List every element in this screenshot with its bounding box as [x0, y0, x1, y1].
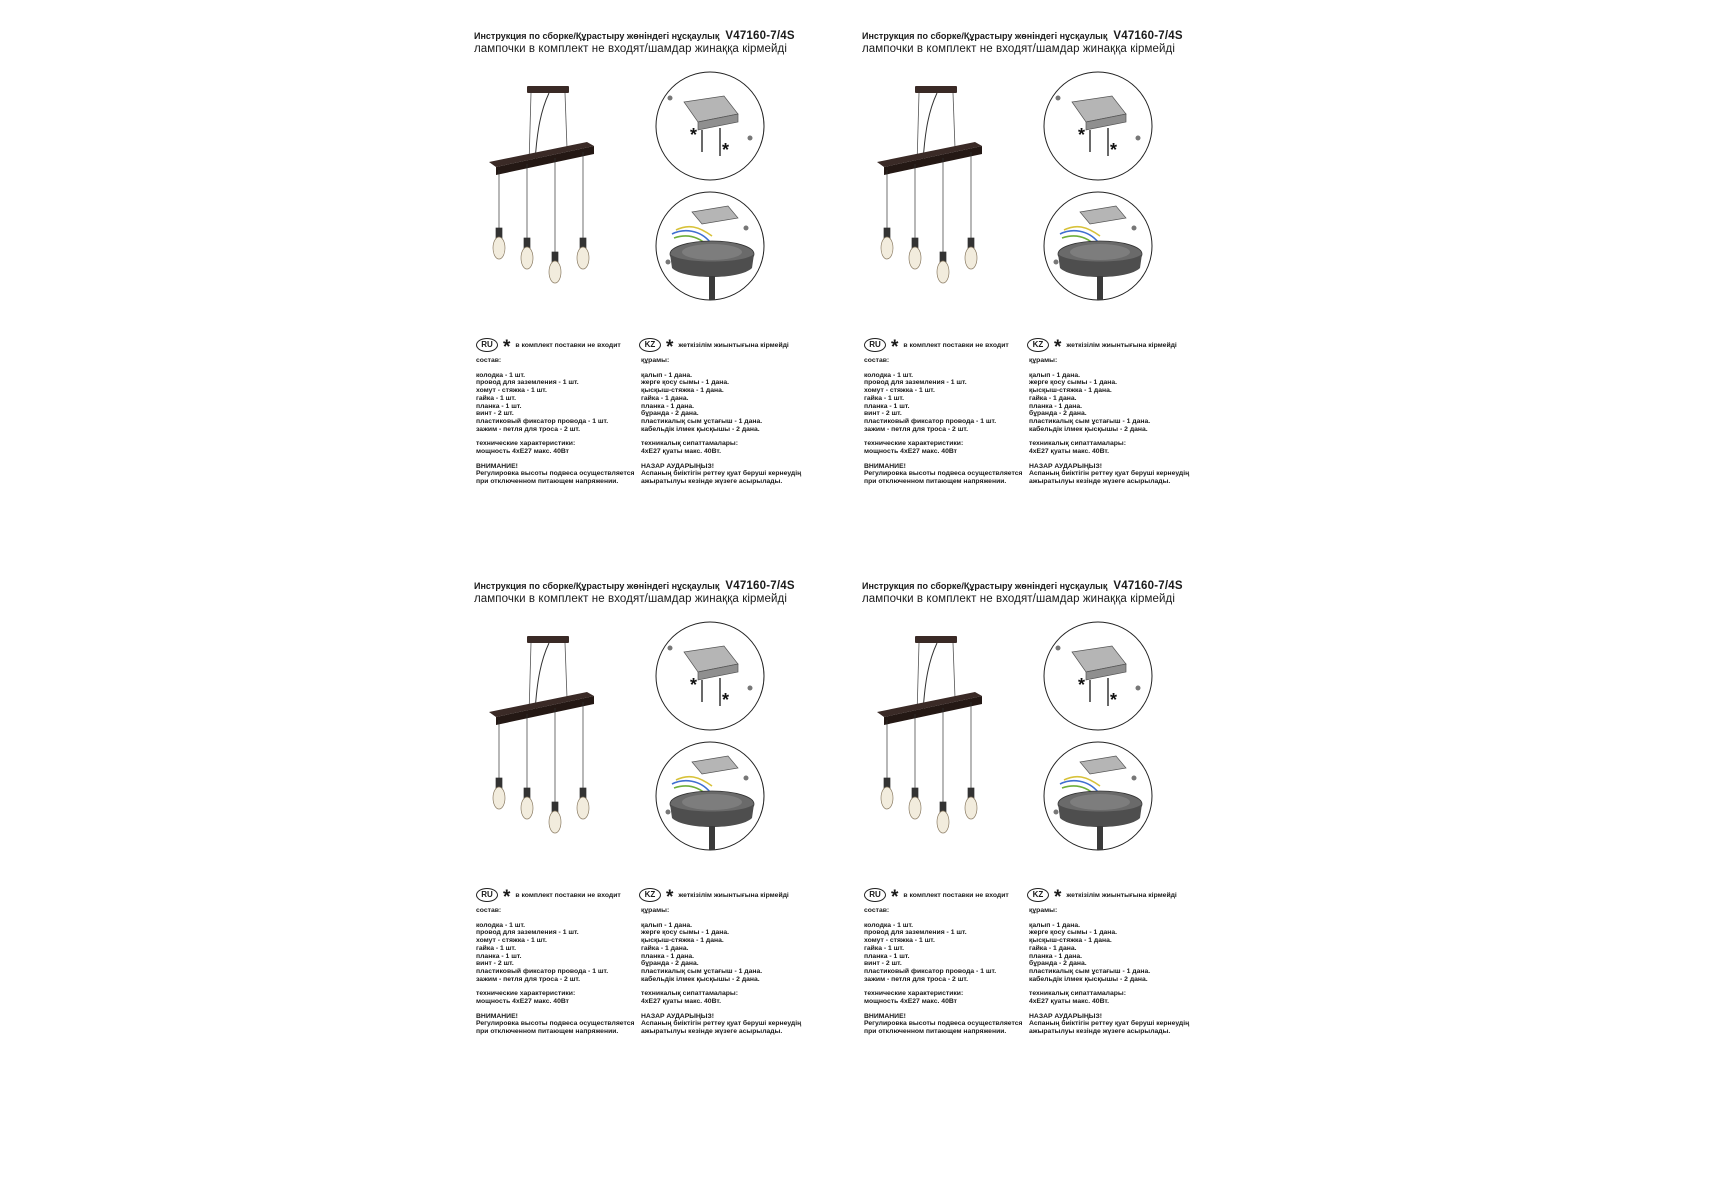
parts-list-item: хомут - стяжка - 1 шт. — [864, 387, 935, 395]
parts-list-item: зажим - петля для троса - 2 шт. — [864, 425, 969, 433]
ru-badge: RU — [476, 888, 498, 902]
ru-column — [476, 907, 661, 1036]
ru-heading: состав: — [864, 907, 890, 914]
asterisk-right: * — [722, 690, 730, 710]
parts-list-item: бұранда - 2 дана. — [1029, 410, 1087, 418]
parts-list-item: кабельдік ілмек қысқышы - 2 дана. — [641, 975, 760, 983]
parts-list-item: жерге қосу сымы - 1 дана. — [1029, 929, 1118, 937]
mounting-bracket-detail — [1042, 620, 1154, 732]
card-subtitle: лампочки в комплект не входят/шамдар жинаққа кірмейді — [474, 593, 787, 605]
ru-legend — [864, 887, 1009, 908]
ru-parts-list — [864, 922, 1049, 984]
pendant-2 — [909, 714, 921, 819]
ceiling-canopy — [915, 86, 957, 93]
asterisk-symbol: * — [891, 887, 899, 908]
chandelier-illustration — [469, 620, 599, 860]
parts-list-item: кабельдік ілмек қысқышы - 2 дана. — [641, 425, 760, 433]
ru-warning-text — [476, 470, 661, 485]
cord-stem — [1097, 276, 1103, 300]
ru-warning-heading: ВНИМАНИЕ! — [864, 1012, 906, 1020]
card-title — [862, 30, 1183, 42]
parts-list-item: провод для заземления - 1 шт. — [864, 929, 967, 937]
kz-warning-heading: НАЗАР АУДАРЫҢЫЗ! — [641, 462, 714, 470]
parts-list-item: винт - 2 шт. — [864, 410, 902, 418]
parts-list-item: қысқыш-стяжка - 1 дана. — [641, 387, 724, 395]
parts-list-item: провод для заземления - 1 шт. — [864, 379, 967, 387]
parts-list-item: винт - 2 шт. — [476, 410, 514, 418]
warning-line: Регулировка высоты подвеса осуществляется — [476, 470, 635, 478]
kz-legend — [1027, 337, 1177, 358]
ru-legend — [476, 337, 621, 358]
chandelier-illustration — [857, 620, 987, 860]
card-title — [474, 30, 795, 42]
kz-badge: KZ — [1027, 888, 1049, 902]
kz-warning-text — [1029, 470, 1214, 485]
asterisk-symbol: * — [503, 887, 511, 908]
ru-parts-list — [476, 922, 661, 984]
parts-list-item: жерге қосу сымы - 1 дана. — [641, 379, 730, 387]
kz-column — [1029, 357, 1214, 486]
ru-column — [864, 907, 1049, 1036]
parts-list-item: планка - 1 дана. — [1029, 952, 1083, 960]
kz-legend — [639, 337, 789, 358]
kz-heading: құрамы: — [641, 357, 670, 364]
ru-column — [476, 357, 661, 486]
ceiling-canopy — [527, 86, 569, 93]
ru-warning-heading: ВНИМАНИЕ! — [476, 462, 518, 470]
kz-tech-value: 4хЕ27 қуаты макс. 40Вт. — [1029, 998, 1110, 1006]
parts-list-item: кабельдік ілмек қысқышы - 2 дана. — [1029, 975, 1148, 983]
parts-list-item: пластикалық сым ұстағыш - 1 дана. — [641, 967, 763, 975]
asterisk-symbol: * — [1054, 887, 1062, 908]
cord-stem — [709, 826, 715, 850]
cord-stem — [1097, 826, 1103, 850]
ru-warning-text — [476, 1020, 661, 1035]
asterisk-symbol: * — [503, 337, 511, 358]
asterisk-symbol: * — [891, 337, 899, 358]
warning-line: Регулировка высоты подвеса осуществляется — [476, 1020, 635, 1028]
mounting-bracket-detail — [1042, 70, 1154, 182]
parts-list-item: бұранда - 2 дана. — [1029, 960, 1087, 968]
parts-list-item: колодка - 1 шт. — [476, 371, 526, 379]
parts-list-item: қалып - 1 дана. — [641, 921, 692, 929]
suspension-cable-right — [565, 93, 567, 148]
instruction-card — [817, 550, 1227, 1140]
title-text: Инструкция по сборке/Құрастыру жөніндегі нұсқаулық — [474, 581, 720, 591]
parts-list-item: жерге қосу сымы - 1 дана. — [641, 929, 730, 937]
cord-stem — [709, 276, 715, 300]
title-text: Инструкция по сборке/Құрастыру жөніндегі нұсқаулық — [862, 31, 1108, 41]
kz-note: жеткізілім жиынтығына кірмейді — [1066, 891, 1177, 899]
kz-tech-value: 4хЕ27 қуаты макс. 40Вт. — [641, 998, 722, 1006]
kz-warning-heading: НАЗАР АУДАРЫҢЫЗ! — [1029, 1012, 1102, 1020]
ru-tech-heading: технические характеристики: — [476, 440, 576, 448]
ceiling-canopy — [915, 636, 957, 643]
parts-list-item: гайка - 1 дана. — [1029, 944, 1077, 952]
parts-list-item: провод для заземления - 1 шт. — [476, 379, 579, 387]
pendant-1 — [881, 170, 893, 259]
ru-tech-heading: технические характеристики: — [864, 440, 964, 448]
kz-tech-heading: техникалық сипаттамалары: — [1029, 990, 1126, 998]
ru-parts-list — [476, 372, 661, 434]
parts-list-item: гайка - 1 шт. — [864, 944, 904, 952]
parts-list-item: провод для заземления - 1 шт. — [476, 929, 579, 937]
ru-note: в комплект поставки не входит — [515, 341, 621, 349]
ru-note: в комплект поставки не входит — [903, 341, 1009, 349]
wiring-canopy-detail — [654, 190, 766, 302]
pendant-3 — [937, 158, 949, 283]
ru-tech-heading: технические характеристики: — [864, 990, 964, 998]
warning-line: Аспаның биіктігін реттеу қуат беруші кернеудің — [1029, 470, 1190, 478]
card-subtitle: лампочки в комплект не входят/шамдар жинаққа кірмейді — [862, 593, 1175, 605]
suspension-cable-right — [953, 643, 955, 698]
parts-list-item: хомут - стяжка - 1 шт. — [864, 937, 935, 945]
warning-line: Аспаның биіктігін реттеу қуат беруші кернеудің — [1029, 1020, 1190, 1028]
warning-line: Регулировка высоты подвеса осуществляется — [864, 1020, 1023, 1028]
asterisk-left: * — [1078, 125, 1086, 145]
warning-line: Регулировка высоты подвеса осуществляется — [864, 470, 1023, 478]
kz-note: жеткізілім жиынтығына кірмейді — [678, 891, 789, 899]
kz-tech-value: 4хЕ27 қуаты макс. 40Вт. — [641, 448, 722, 456]
kz-parts-list — [641, 922, 826, 984]
warning-line: ажыратылуы кезінде жүзеге асырылады. — [641, 1028, 783, 1036]
kz-badge: KZ — [639, 888, 661, 902]
ru-legend — [476, 887, 621, 908]
kz-warning-heading: НАЗАР АУДАРЫҢЫЗ! — [641, 1012, 714, 1020]
parts-list-item: планка - 1 шт. — [476, 952, 522, 960]
kz-column — [1029, 907, 1214, 1036]
asterisk-left: * — [690, 125, 698, 145]
asterisk-symbol: * — [1054, 337, 1062, 358]
parts-list-item: қысқыш-стяжка - 1 дана. — [641, 937, 724, 945]
ru-badge: RU — [476, 338, 498, 352]
parts-list-item: пластиковый фиксатор провода - 1 шт. — [476, 967, 609, 975]
title-text: Инструкция по сборке/Құрастыру жөніндегі нұсқаулық — [862, 581, 1108, 591]
parts-list-item: колодка - 1 шт. — [864, 371, 914, 379]
kz-column — [641, 907, 826, 1036]
parts-list-item: планка - 1 дана. — [1029, 402, 1083, 410]
card-subtitle: лампочки в комплект не входят/шамдар жинаққа кірмейді — [474, 43, 787, 55]
ru-tech-value: мощность 4хЕ27 макс. 40Вт — [864, 448, 958, 456]
warning-line: Аспаның биіктігін реттеу қуат беруші кернеудің — [641, 1020, 802, 1028]
parts-list-item: қалып - 1 дана. — [1029, 921, 1080, 929]
asterisk-right: * — [722, 140, 730, 160]
parts-list-item: гайка - 1 дана. — [1029, 394, 1077, 402]
parts-list-item: пластикалық сым ұстағыш - 1 дана. — [1029, 417, 1151, 425]
kz-badge: KZ — [639, 338, 661, 352]
pendant-4 — [965, 702, 977, 819]
pendant-4 — [965, 152, 977, 269]
pendant-1 — [493, 720, 505, 809]
parts-list-item: пластиковый фиксатор провода - 1 шт. — [476, 417, 609, 425]
asterisk-right: * — [1110, 140, 1118, 160]
warning-line: ажыратылуы кезінде жүзеге асырылады. — [641, 478, 783, 486]
pendant-4 — [577, 702, 589, 819]
parts-list-item: гайка - 1 шт. — [476, 944, 516, 952]
suspension-cable-right — [565, 643, 567, 698]
ru-warning-text — [864, 1020, 1049, 1035]
chandelier-illustration — [857, 70, 987, 310]
ru-legend — [864, 337, 1009, 358]
ru-column — [864, 357, 1049, 486]
parts-list-item: пластиковый фиксатор провода - 1 шт. — [864, 967, 997, 975]
ru-heading: состав: — [864, 357, 890, 364]
parts-list-item: гайка - 1 дана. — [641, 944, 689, 952]
parts-list-item: гайка - 1 дана. — [641, 394, 689, 402]
parts-list-item: планка - 1 дана. — [641, 952, 695, 960]
kz-badge: KZ — [1027, 338, 1049, 352]
title-text: Инструкция по сборке/Құрастыру жөніндегі нұсқаулық — [474, 31, 720, 41]
warning-line: Аспаның биіктігін реттеу қуат беруші кернеудің — [641, 470, 802, 478]
warning-line: ажыратылуы кезінде жүзеге асырылады. — [1029, 1028, 1171, 1036]
wiring-canopy-detail — [654, 740, 766, 852]
kz-note: жеткізілім жиынтығына кірмейді — [678, 341, 789, 349]
parts-list-item: гайка - 1 шт. — [476, 394, 516, 402]
kz-tech-heading: техникалық сипаттамалары: — [641, 990, 738, 998]
kz-warning-heading: НАЗАР АУДАРЫҢЫЗ! — [1029, 462, 1102, 470]
kz-warning-text — [1029, 1020, 1214, 1035]
kz-heading: құрамы: — [1029, 907, 1058, 914]
parts-list-item: колодка - 1 шт. — [476, 921, 526, 929]
chandelier-illustration — [469, 70, 599, 310]
parts-list-item: планка - 1 шт. — [476, 402, 522, 410]
pendant-1 — [881, 720, 893, 809]
parts-list-item: хомут - стяжка - 1 шт. — [476, 387, 547, 395]
kz-tech-value: 4хЕ27 қуаты макс. 40Вт. — [1029, 448, 1110, 456]
ru-heading: состав: — [476, 357, 502, 364]
ru-tech-value: мощность 4хЕ27 макс. 40Вт — [476, 448, 570, 456]
parts-list-item: хомут - стяжка - 1 шт. — [476, 937, 547, 945]
ru-tech-value: мощность 4хЕ27 макс. 40Вт — [476, 998, 570, 1006]
asterisk-symbol: * — [666, 337, 674, 358]
parts-list-item: бұранда - 2 дана. — [641, 960, 699, 968]
ru-parts-list — [864, 372, 1049, 434]
wiring-canopy-detail — [1042, 190, 1154, 302]
parts-list-item: планка - 1 дана. — [641, 402, 695, 410]
warning-line: ажыратылуы кезінде жүзеге асырылады. — [1029, 478, 1171, 486]
warning-line: при отключенном питающем напряжении. — [864, 478, 1007, 486]
instruction-sheet — [429, 0, 1272, 1200]
kz-warning-text — [641, 1020, 826, 1035]
kz-note: жеткізілім жиынтығына кірмейді — [1066, 341, 1177, 349]
kz-heading: құрамы: — [1029, 357, 1058, 364]
model-code: V47160-7/4S — [1113, 30, 1183, 42]
card-subtitle: лампочки в комплект не входят/шамдар жинаққа кірмейді — [862, 43, 1175, 55]
parts-list-item: кабельдік ілмек қысқышы - 2 дана. — [1029, 425, 1148, 433]
ru-warning-heading: ВНИМАНИЕ! — [476, 1012, 518, 1020]
kz-legend — [1027, 887, 1177, 908]
kz-parts-list — [1029, 372, 1214, 434]
ru-badge: RU — [864, 888, 886, 902]
parts-list-item: планка - 1 шт. — [864, 402, 910, 410]
ru-tech-heading: технические характеристики: — [476, 990, 576, 998]
parts-list-item: зажим - петля для троса - 2 шт. — [864, 975, 969, 983]
asterisk-left: * — [1078, 675, 1086, 695]
ru-badge: RU — [864, 338, 886, 352]
pendant-3 — [937, 708, 949, 833]
ru-note: в комплект поставки не входит — [903, 891, 1009, 899]
ru-warning-text — [864, 470, 1049, 485]
asterisk-right: * — [1110, 690, 1118, 710]
parts-list-item: гайка - 1 шт. — [864, 394, 904, 402]
mounting-bracket-detail — [654, 70, 766, 182]
pendant-3 — [549, 708, 561, 833]
instruction-card — [429, 550, 839, 1140]
model-code: V47160-7/4S — [725, 30, 795, 42]
wiring-canopy-detail — [1042, 740, 1154, 852]
warning-line: при отключенном питающем напряжении. — [476, 478, 619, 486]
model-code: V47160-7/4S — [1113, 580, 1183, 592]
instruction-card — [817, 0, 1227, 590]
pendant-4 — [577, 152, 589, 269]
mounting-bracket-detail — [654, 620, 766, 732]
parts-list-item: винт - 2 шт. — [864, 960, 902, 968]
warning-line: при отключенном питающем напряжении. — [864, 1028, 1007, 1036]
pendant-2 — [521, 164, 533, 269]
ru-warning-heading: ВНИМАНИЕ! — [864, 462, 906, 470]
model-code: V47160-7/4S — [725, 580, 795, 592]
card-title — [862, 580, 1183, 592]
ru-heading: состав: — [476, 907, 502, 914]
parts-list-item: қысқыш-стяжка - 1 дана. — [1029, 387, 1112, 395]
pendant-3 — [549, 158, 561, 283]
parts-list-item: пластикалық сым ұстағыш - 1 дана. — [1029, 967, 1151, 975]
parts-list-item: қалып - 1 дана. — [1029, 371, 1080, 379]
parts-list-item: бұранда - 2 дана. — [641, 410, 699, 418]
kz-warning-text — [641, 470, 826, 485]
ru-note: в комплект поставки не входит — [515, 891, 621, 899]
parts-list-item: жерге қосу сымы - 1 дана. — [1029, 379, 1118, 387]
parts-list-item: пластикалық сым ұстағыш - 1 дана. — [641, 417, 763, 425]
ceiling-canopy — [527, 636, 569, 643]
kz-parts-list — [641, 372, 826, 434]
suspension-cable-right — [953, 93, 955, 148]
parts-list-item: пластиковый фиксатор провода - 1 шт. — [864, 417, 997, 425]
card-title — [474, 580, 795, 592]
instruction-card — [429, 0, 839, 590]
pendant-1 — [493, 170, 505, 259]
kz-legend — [639, 887, 789, 908]
asterisk-left: * — [690, 675, 698, 695]
parts-list-item: винт - 2 шт. — [476, 960, 514, 968]
kz-tech-heading: техникалық сипаттамалары: — [641, 440, 738, 448]
parts-list-item: зажим - петля для троса - 2 шт. — [476, 425, 581, 433]
kz-column — [641, 357, 826, 486]
warning-line: при отключенном питающем напряжении. — [476, 1028, 619, 1036]
ru-tech-value: мощность 4хЕ27 макс. 40Вт — [864, 998, 958, 1006]
pendant-2 — [909, 164, 921, 269]
kz-heading: құрамы: — [641, 907, 670, 914]
parts-list-item: зажим - петля для троса - 2 шт. — [476, 975, 581, 983]
kz-tech-heading: техникалық сипаттамалары: — [1029, 440, 1126, 448]
asterisk-symbol: * — [666, 887, 674, 908]
kz-parts-list — [1029, 922, 1214, 984]
parts-list-item: планка - 1 шт. — [864, 952, 910, 960]
parts-list-item: қалып - 1 дана. — [641, 371, 692, 379]
parts-list-item: колодка - 1 шт. — [864, 921, 914, 929]
pendant-2 — [521, 714, 533, 819]
parts-list-item: қысқыш-стяжка - 1 дана. — [1029, 937, 1112, 945]
